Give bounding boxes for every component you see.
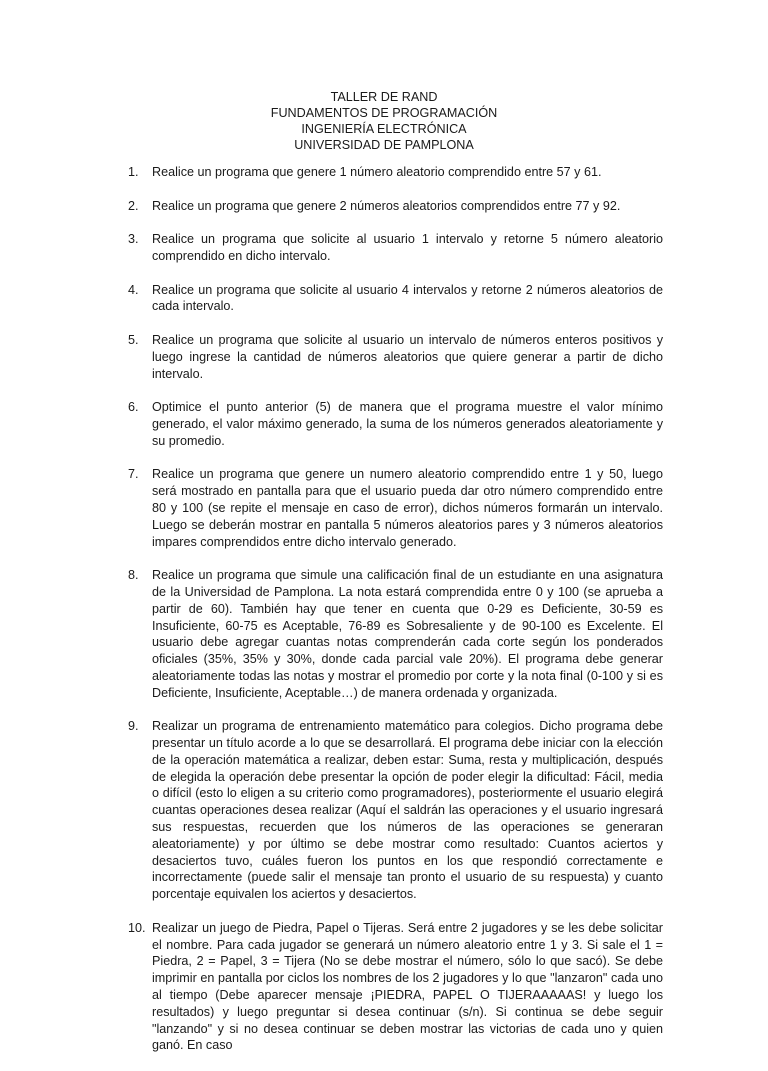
exercise-text: Realice un programa que genere 1 número aleatorio comprendido entre 57 y 61.: [152, 165, 602, 179]
exercise-item-1: [128, 164, 663, 181]
exercise-number: 5.: [128, 332, 139, 347]
exercise-text: Realice un programa que genere un numero aleatorio comprendido entre 1 y 50, luego será mostrado en pantalla para que el usuario pueda dar otro número comprendido entre 80 y 100 (se repite el mensaje en caso de error), dichos números formarán un intervalo. Luego se deberán mostrar en pantalla 5 números aleatorios pares y 3 números aleatorios impares comprendidos entre dicho intervalo generado.: [152, 467, 663, 549]
exercise-number: 6.: [128, 400, 139, 415]
exercise-text: Realizar un juego de Piedra, Papel o Tijeras. Será entre 2 jugadores y se les debe solicitar el nombre. Para cada jugador se generará un número aleatorio entre 1 y 3. Si sale el 1 = Piedra, 2 = Papel, 3 = Tijera (No se debe mostrar el número, sólo lo que sacó). Se debe imprimir en pantalla por ciclos los nombres de los 2 jugadores y lo que "lanzaron" cada uno al tiempo (Debe aparecer mensaje ¡PIEDRA, PAPEL O TIJERAAAAAS! y luego los resultados) y luego preguntar si desea continuar (s/n). Si continua se debe seguir "lanzando" y si no desea continuar se deben mostrar las victorias de cada uno y quien ganó. En caso: [152, 920, 663, 1053]
exercise-item-3: [128, 231, 663, 265]
exercise-list: [128, 164, 663, 1071]
exercise-text: Optimice el punto anterior (5) de manera que el programa muestre el valor mínimo generado, el valor máximo generado, la suma de los números generados aleatoriamente y su promedio.: [152, 400, 663, 448]
exercise-number: 2.: [128, 198, 139, 213]
document-header: [0, 89, 768, 153]
exercise-item-10: [128, 920, 663, 1054]
exercise-item-9: [128, 718, 663, 903]
exercise-number: 1.: [128, 165, 139, 179]
exercise-number: 9.: [128, 719, 139, 734]
exercise-number: 7.: [128, 467, 139, 482]
exercise-text: Realice un programa que solicite al usuario 4 intervalos y retorne 2 números aleatorios de cada intervalo.: [152, 282, 663, 314]
exercise-number: 4.: [128, 282, 139, 297]
exercise-item-5: [128, 332, 663, 382]
exercise-item-8: [128, 567, 663, 701]
exercise-number: 10.: [128, 920, 146, 935]
header-university: UNIVERSIDAD DE PAMPLONA: [294, 138, 474, 152]
exercise-item-4: [128, 282, 663, 316]
exercise-item-2: [128, 198, 663, 215]
exercise-number: 8.: [128, 568, 139, 583]
exercise-item-7: [128, 466, 663, 550]
header-course: FUNDAMENTOS DE PROGRAMACIÓN: [270, 106, 498, 120]
exercise-text: Realice un programa que simule una calificación final de un estudiante en una asignatura de la Universidad de Pamplona. La nota estará comprendida entre 0 y 100 (se aprueba a partir de 60). También hay que tener en cuenta que 0-29 es Deficiente, 30-59 es Insuficiente, 60-75 es Aceptable, 76-89 es Sobresaliente y de 90-100 es Excelente. El usuario debe agregar cuantas notas comprenderán cada corte según los ponderados oficiales (35%, 35% y 30%, donde cada parcial vale 20%). El programa debe generar aleatoriamente todas las notas y mostrar el promedio por corte y la nota final (0-100 y si es Deficiente, Insuficiente, Aceptable…) de manera ordenada y organizada.: [152, 568, 663, 700]
header-title: TALLER DE RAND: [330, 90, 438, 104]
exercise-item-6: [128, 399, 663, 449]
exercise-text: Realizar un programa de entrenamiento matemático para colegios. Dicho programa debe presentar un título acorde a lo que se desarrollará. El programa debe iniciar con la elección de la operación matemática a realizar, deben estar: Suma, resta y multiplicación, después de elegida la operación debe presentar la opción de poder elegir la dificultad: Fácil, media o difícil (esto lo eligen a su criterio como programadores), posteriormente el usuario elegirá cuantas operaciones desea realizar (Aquí el saldrán las operaciones y el usuario ingresará sus respuestas, recuerden que los números de las operaciones se generaran aleatoriamente) y por último se debe mostrar como resultado: Cuantos aciertos y desaciertos tuvo, cuáles fueron los puntos en los que respondió correctamente e incorrectamente (puede salir el mensaje tan pronto el usuario de su respuesta) y cuanto porcentaje equivalen los aciertos y desaciertos.: [152, 719, 663, 902]
exercise-text: Realice un programa que solicite al usuario un intervalo de números enteros positivos y luego ingrese la cantidad de números aleatorios que quiere generar a partir de dicho intervalo.: [152, 332, 663, 381]
header-program: INGENIERÍA ELECTRÓNICA: [301, 122, 467, 136]
exercise-text: Realice un programa que genere 2 números aleatorios comprendidos entre 77 y 92.: [152, 198, 621, 213]
exercise-text: Realice un programa que solicite al usuario 1 intervalo y retorne 5 número aleatorio comprendido en dicho intervalo.: [152, 232, 663, 263]
exercise-number: 3.: [128, 232, 139, 247]
